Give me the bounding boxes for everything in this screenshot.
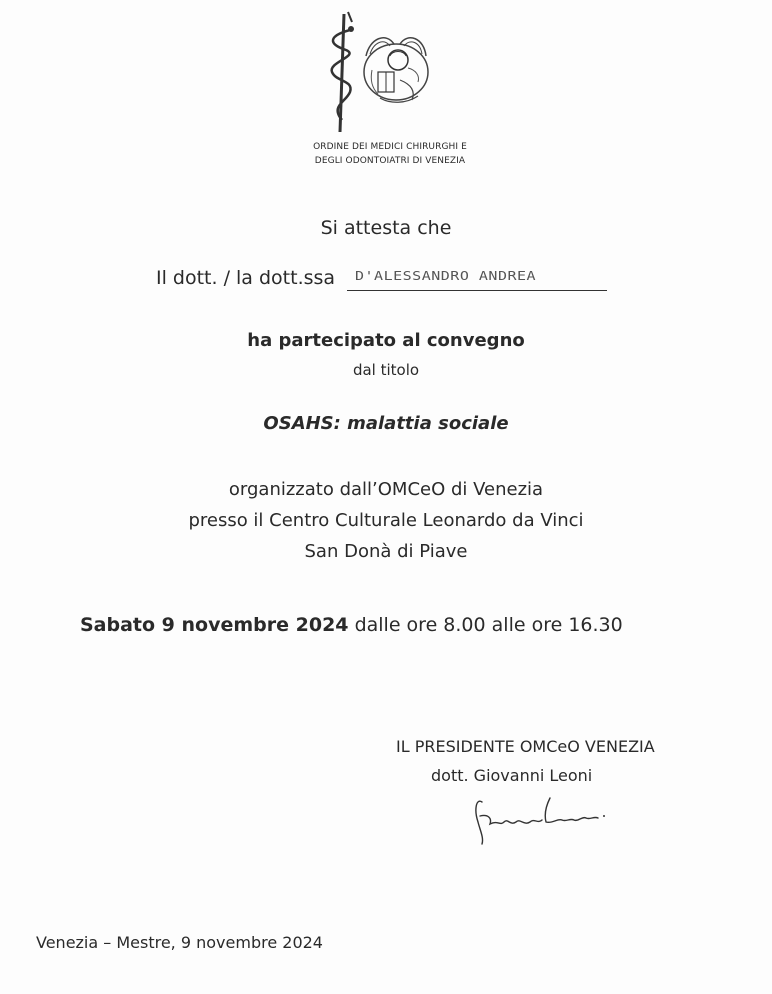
- doctor-prefix: Il dott. / la dott.ssa: [156, 267, 336, 289]
- president-name: dott. Giovanni Leoni: [431, 766, 593, 785]
- city-text: San Donà di Piave: [304, 541, 468, 562]
- event-date: Sabato 9 novembre 2024: [80, 614, 349, 636]
- omceo-logo-icon: [320, 10, 440, 136]
- org-name-line1: ORDINE DEI MEDICI CHIRURGHI E: [313, 142, 467, 152]
- attest-heading: Si attesta che: [320, 217, 452, 239]
- doctor-name-handwritten: D'ALESSANDRO ANDREA: [355, 268, 537, 284]
- place-and-date: Venezia – Mestre, 9 novembre 2024: [36, 933, 323, 952]
- dal-titolo-text: dal titolo: [352, 361, 420, 379]
- event-title: OSAHS: malattia sociale: [263, 413, 509, 434]
- organization-name: [290, 140, 490, 168]
- venue-text: presso il Centro Culturale Leonardo da Vinci: [188, 510, 584, 531]
- signature-icon: [470, 788, 620, 848]
- event-date-line: [80, 614, 623, 636]
- participated-text: ha partecipato al convegno: [247, 330, 525, 351]
- president-title: IL PRESIDENTE OMCeO VENEZIA: [396, 737, 655, 756]
- organized-by-text: organizzato dall’OMCeO di Venezia: [228, 479, 544, 500]
- org-name-line2: DEGLI ODONTOIATRI DI VENEZIA: [314, 156, 466, 166]
- doctor-name-field: [347, 264, 607, 291]
- event-time-range: dalle ore 8.00 alle ore 16.30: [354, 614, 623, 636]
